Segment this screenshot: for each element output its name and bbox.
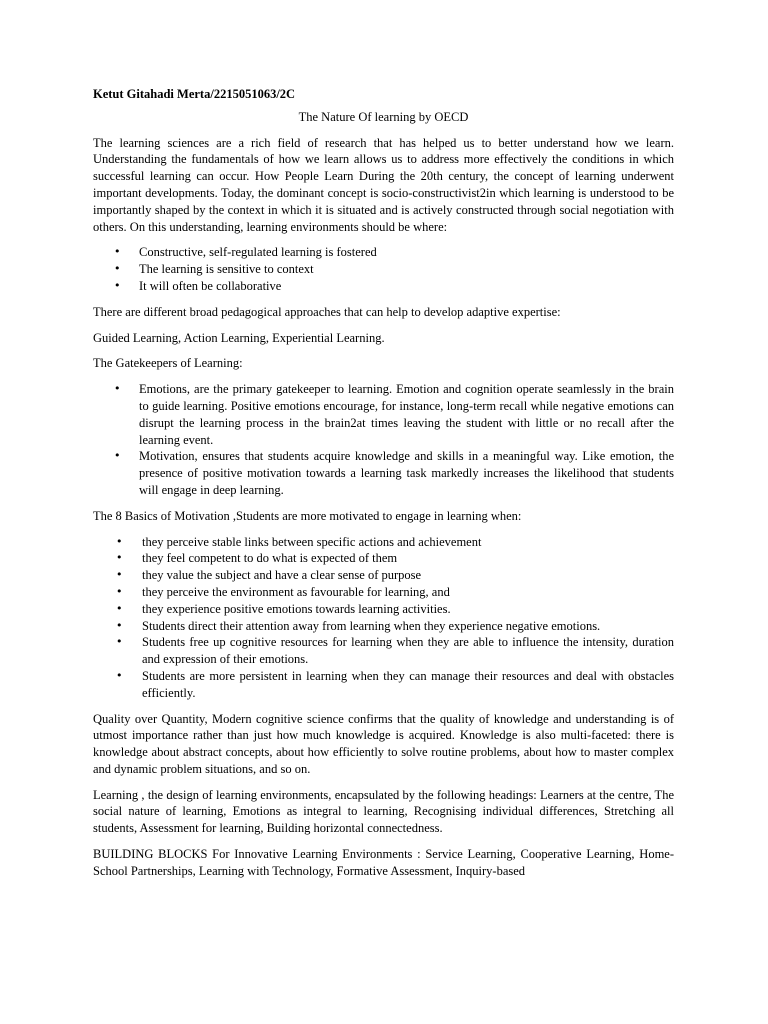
approaches-intro: There are different broad pedagogical approaches that can help to develop adaptive expertise: bbox=[93, 304, 561, 319]
list-item: • they perceive stable links between specific actions and achievement bbox=[93, 534, 674, 551]
list-item: • Constructive, self-regulated learning is fostered bbox=[93, 244, 674, 261]
list-item: • Students free up cognitive resources for learning when they are able to influence the intensity, duration and expression of their emotions. bbox=[93, 634, 674, 668]
list-item: • Emotions, are the primary gatekeeper to learning. Emotion and cognition operate seamlessly in the brain to guide learning. Positive emotions encourage, for instance, long-term recall while negative emotions can disrupt the learning process in the brain2at times leaving the student with little or no recall after the learning event. bbox=[93, 381, 674, 448]
list-item: • they experience positive emotions towards learning activities. bbox=[93, 601, 674, 618]
intro-paragraph: The learning sciences are a rich field of research that has helped us to better understand how we learn. Understanding the fundamentals of how we learn allows us to address more effectively the conditions in which successful learning can occur. How People Learn During the 20th century, the concept of learning underwent important developments. Today, the dominant concept is socio-constructivist2in which learning is understood to be importantly shaped by the context in which it is situated and is actively constructed through social negotiation with others. On this understanding, learning environments should be where: bbox=[93, 135, 674, 234]
document-page bbox=[93, 86, 674, 889]
gatekeepers-heading: The Gatekeepers of Learning: bbox=[93, 356, 243, 371]
design-paragraph: Learning , the design of learning environments, encapsulated by the following headings: Learners at the centre, The social nature of learning, Emotions as integral to learning, Recognising individual differences, Stretching all students, Assessment for learning, Building horizontal connectedness. bbox=[93, 787, 674, 836]
approaches-list: Guided Learning, Action Learning, Experiential Learning. bbox=[93, 330, 385, 345]
list-item: • Motivation, ensures that students acquire knowledge and skills in a meaningful way. Like emotion, the presence of positive motivation towards a learning task markedly increases the likelihood that students will engage in deep learning. bbox=[93, 448, 674, 498]
list-item: • Students direct their attention away from learning when they experience negative emotions. bbox=[93, 618, 674, 635]
gatekeepers-list bbox=[93, 381, 674, 499]
list-item: • they feel competent to do what is expected of them bbox=[93, 550, 674, 567]
building-blocks-paragraph: BUILDING BLOCKS For Innovative Learning Environments : Service Learning, Cooperative Learning, Home-School Partnerships, Learning with Technology, Formative Assessment, Inquiry-based bbox=[93, 847, 674, 878]
motivation-list bbox=[93, 534, 674, 702]
document-title: The Nature Of learning by OECD bbox=[298, 109, 469, 124]
author-line: Ketut Gitahadi Merta/2215051063/2C bbox=[93, 87, 296, 101]
list-item: • Students are more persistent in learning when they can manage their resources and deal with obstacles efficiently. bbox=[93, 668, 674, 702]
motivation-heading: The 8 Basics of Motivation ,Students are more motivated to engage in learning when: bbox=[93, 508, 522, 523]
environment-list bbox=[93, 244, 674, 294]
list-item: • It will often be collaborative bbox=[93, 278, 674, 295]
list-item: • The learning is sensitive to context bbox=[93, 261, 674, 278]
quality-paragraph: Quality over Quantity, Modern cognitive science confirms that the quality of knowledge and understanding is of utmost importance rather than just how much knowledge is acquired. Knowledge is also multi-faceted: there is knowledge about abstract concepts, about how efficiently to solve routine problems, about how to master complex and dynamic problem situations, and so on. bbox=[93, 711, 674, 776]
list-item: • they perceive the environment as favourable for learning, and bbox=[93, 584, 674, 601]
list-item: • they value the subject and have a clear sense of purpose bbox=[93, 567, 674, 584]
